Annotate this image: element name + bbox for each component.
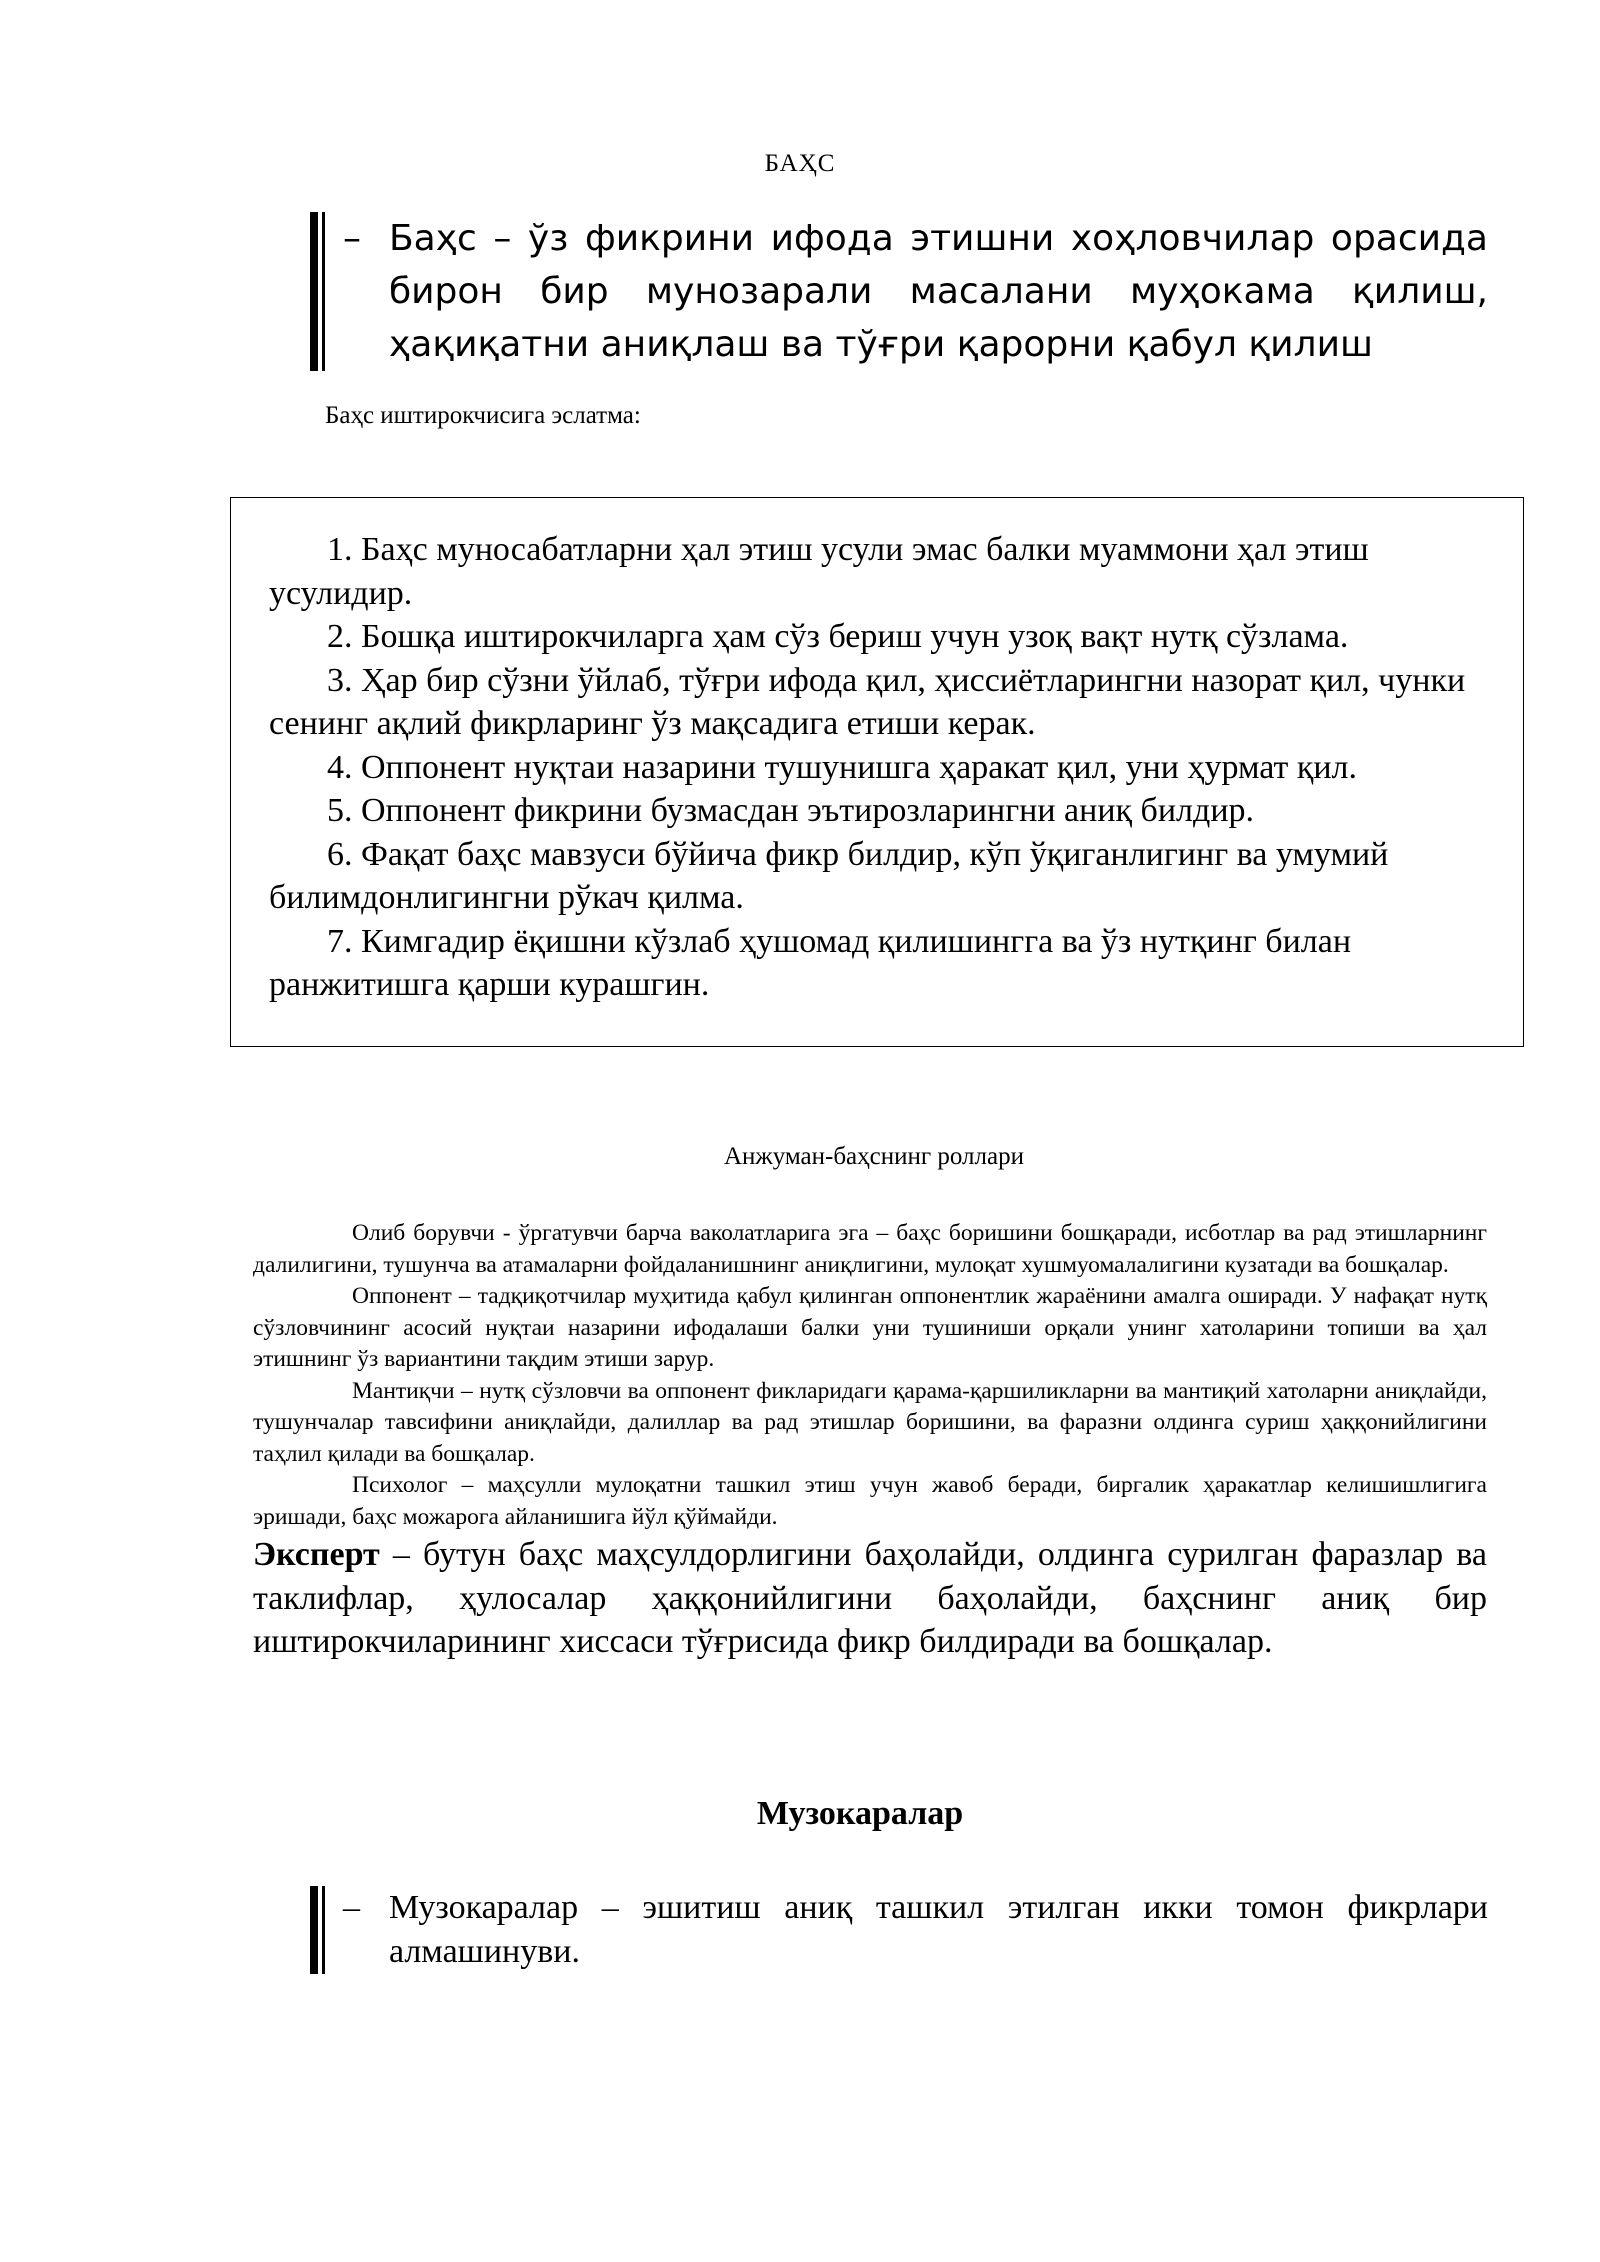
rules-box [230, 497, 1524, 1047]
roles-section [253, 1218, 1487, 1664]
definition-quote [310, 212, 1488, 371]
rule-item: 4. Оппонент нуқтаи назарини тушунишга ҳаракат қил, уни ҳурмат қил. [327, 748, 1357, 786]
rule-item: 6. Фақат баҳс мавзуси бўйича фикр билдир, кўп ўқиганлигинг ва умумий билимдонлигингни рўкач қилма. [269, 835, 1389, 916]
expert-text: – бутун баҳс маҳсулдорлигини баҳолайди, олдинга сурилган фаразлар ва таклифлар, ҳулосалар ҳаққонийлигини баҳолайди, баҳснинг аниқ бир иштирокчиларининг хиссаси тўғрисида фикр билдиради ва бошқалар. [253, 1536, 1487, 1660]
rule-item: 2. Бошқа иштирокчиларга ҳам сўз бериш учун узоқ вақт нутқ сўзлама. [327, 618, 1349, 655]
page-title: БАҲС [764, 150, 836, 177]
role-paragraph: Оппонент – тадқиқотчилар муҳитида қабул қилинган оппонентлик жараёнини амалга оширади. У нафақат нутқ сўзловчининг асосий нуқтаи назарини ифодалаши балки уни тушиниши орқали унинг хатоларини топиши ва ҳал этишнинг ўз вариантини тақдим этиши зарур. [253, 1283, 1487, 1372]
list-dash: – [343, 218, 361, 259]
rule-item: 3. Ҳар бир сўзни ўйлаб, тўғри ифода қил, ҳиссиётларингни назорат қил, чунки сенинг ақлий фикрларинг ўз мақсадига етиши керак. [269, 661, 1466, 742]
section-heading-roles [0, 1143, 1600, 1171]
role-paragraph: Психолог – маҳсулли мулоқатни ташкил этиш учун жавоб беради, биргалик ҳаракатлар келишишлигига эришади, баҳс можарога айланишига йўл қўймайди. [253, 1472, 1487, 1530]
expert-term: Эксперт [253, 1536, 380, 1573]
expert-paragraph [253, 1533, 1487, 1664]
quote-bar [310, 212, 325, 371]
quote-bar [310, 1886, 325, 1974]
rule-item: 7. Кимгадир ёқишни кўзлаб ҳушомад қилишингга ва ўз нутқинг билан ранжитишга қарши курашгин. [269, 922, 1352, 1003]
roles-title-text: Анжуман-баҳснинг роллари [724, 1143, 1024, 1170]
rule-item: 5. Оппонент фикрини бузмасдан эътирозларингни аниқ билдир. [327, 792, 1255, 829]
rule-item: 1. Баҳс муносабатларни ҳал этиш усули эмас балки муаммони ҳал этиш усулидир. [269, 531, 1369, 612]
muzokara-quote [310, 1886, 1488, 1974]
section-heading-muzokara: Музокаралар [756, 1795, 964, 1832]
definition-text: Баҳс – ўз фикрини ифода этишни хоҳловчилар орасида бирон бир мунозарали масалани муҳокама қилиш, ҳақиқатни аниқлаш ва тўғри қарорни қабул қилиш [388, 218, 1488, 365]
role-paragraph: Мантиқчи – нутқ сўзловчи ва оппонент фикларидаги қарама-қаршиликларни ва мантиқий хатоларни аниқлайди, тушунчалар тавсифини аниқлайди, далиллар ва рад этишлар боришини, ва фаразни олдинга суриш ҳаққонийлигини таҳлил қилади ва бошқалар. [253, 1377, 1487, 1467]
note-label: Баҳс иштирокчисига эслатма: [325, 402, 641, 429]
role-paragraph: Олиб борувчи - ўргатувчи барча ваколатларига эга – баҳс боришини бошқаради, исботлар ва рад этишларнинг далилигини, тушунча ва атамаларни фойдаланишнинг аниқлигини, мулоқат хушмуомалалигини кузатади ва бошқалар. [253, 1220, 1487, 1278]
muzokara-text: Музокаралар – эшитиш аниқ ташкил этилган икки томон фикрлари алмашинуви. [388, 1889, 1488, 1970]
list-dash: – [343, 1889, 360, 1926]
